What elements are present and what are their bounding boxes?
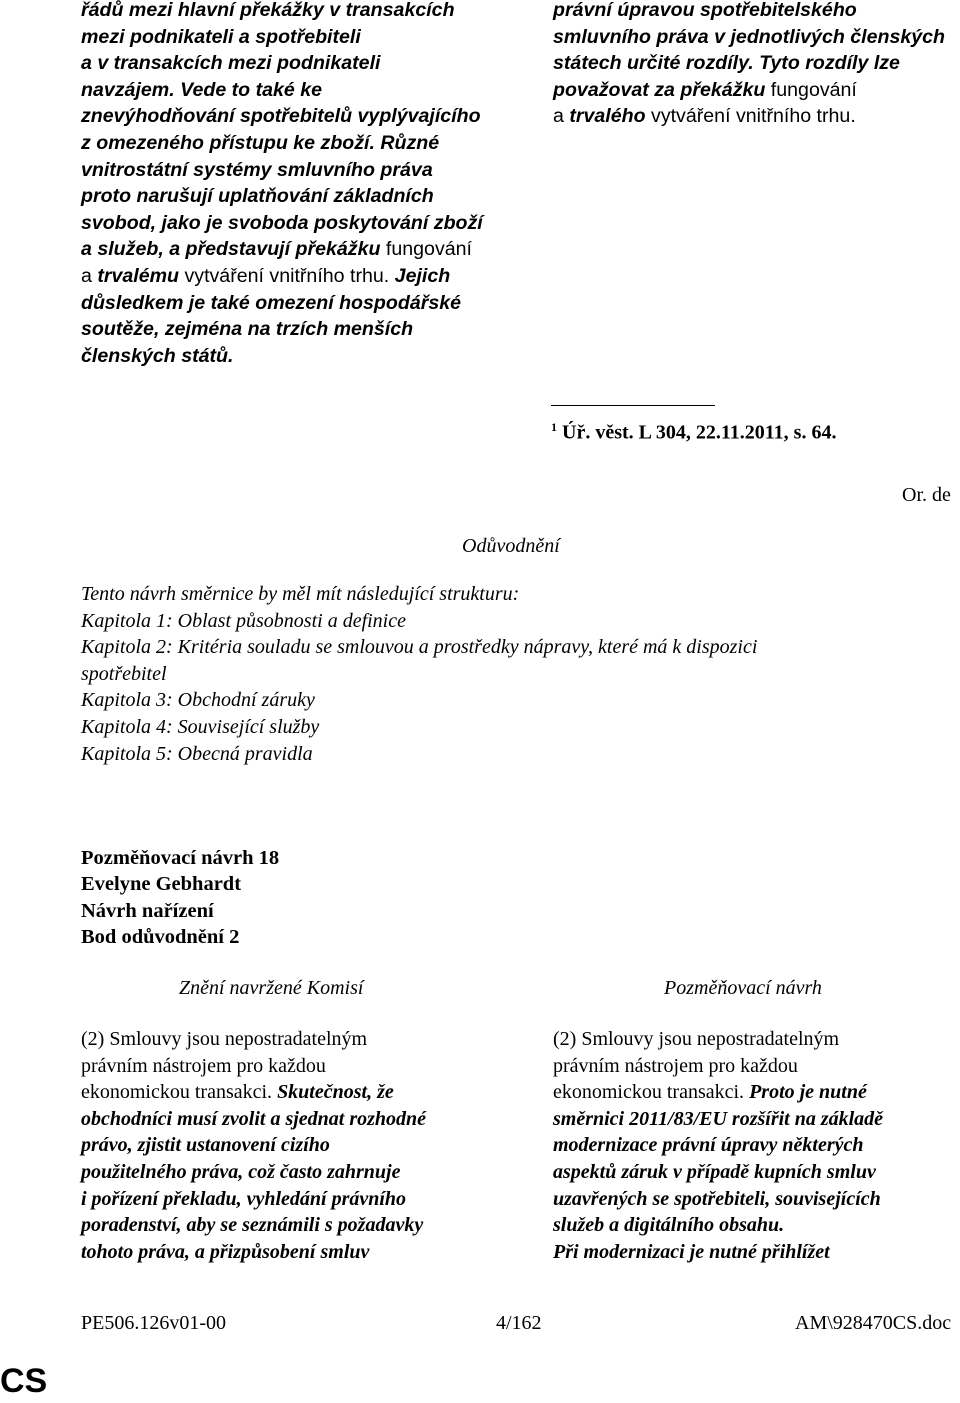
justification-title: Odůvodnění (462, 535, 560, 557)
text-line: mezi podnikateli a spotřebiteli (81, 25, 361, 48)
text-line: směrnici 2011/83/EU rozšířit na základě (553, 1107, 884, 1130)
amendment-header-line: Pozměňovací návrh 18 (81, 847, 280, 869)
language-code: CS (0, 1362, 48, 1400)
text-line: státech určité rozdíly. Tyto rozdíly lze (553, 52, 900, 75)
text-line: Při modernizaci je nutné přihlížet (553, 1240, 830, 1263)
footnote-rule (551, 405, 715, 406)
text-line: členských států. (81, 344, 234, 367)
justification-line: Kapitola 4: Související služby (81, 715, 320, 738)
footnote-text: Úř. věst. L 304, 22.11.2011, s. 64. (562, 421, 837, 444)
text-line: služeb a digitálního obsahu. (553, 1214, 785, 1237)
justification-line: spotřebitel (81, 662, 167, 685)
justification-body (81, 581, 941, 767)
amendment-header-line: Bod odůvodnění 2 (81, 926, 240, 949)
text-line: (2) Smlouvy jsou nepostradatelným (553, 1028, 840, 1050)
text-line: poradenství, aby se seznámili s požadavky (81, 1214, 424, 1237)
amendment-header-line: Evelyne Gebhardt (81, 873, 242, 896)
amendment-header-line: Návrh nařízení (81, 899, 214, 922)
page-number: 4/162 (496, 1312, 542, 1334)
text-line: právním nástrojem pro každou (553, 1054, 798, 1077)
text-line: a služeb, a představují překážku fungování (81, 238, 472, 261)
right-column-header: Pozměňovací návrh (664, 977, 822, 999)
text-line: soutěže, zejména na trzích menších (81, 318, 414, 341)
commission-text (81, 1026, 521, 1265)
original-language: Or. de (902, 484, 951, 506)
text-line: smluvního práva v jednotlivých členských (553, 25, 946, 48)
text-line: proto narušují uplatňování základních (81, 185, 434, 208)
text-line: ekonomickou transakci. Proto je nutné (553, 1081, 867, 1104)
text-line: znevýhodňování spotřebitelů vyplývajícího (81, 105, 481, 128)
footnote-number: 1 (551, 420, 557, 434)
text-line: obchodníci musí zvolit a sjednat rozhodné (81, 1107, 427, 1130)
text-line: vnitrostátní systémy smluvního práva (81, 158, 433, 181)
text-line: ekonomickou transakci. Skutečnost, že (81, 1081, 394, 1104)
text-line: svobod, jako je svoboda poskytování zboží (81, 211, 483, 234)
footnote (551, 420, 836, 445)
text-line: právním nástrojem pro každou (81, 1054, 326, 1077)
text-line: tohoto práva, a přizpůsobení smluv (81, 1240, 370, 1263)
text-line: z omezeného přístupu ke zboží. Různé (81, 131, 440, 154)
text-line: považovat za překážku fungování (553, 78, 857, 101)
justification-line: Tento návrh směrnice by měl mít následující strukturu: (81, 583, 520, 605)
text-line: právní úpravou spotřebitelského (553, 0, 857, 21)
justification-line: Kapitola 3: Obchodní záruky (81, 689, 315, 712)
text-line: a v transakcích mezi podnikateli (81, 52, 381, 75)
text-line: a trvalému vytváření vnitřního trhu. Jejich (81, 264, 451, 287)
text-line: a trvalého vytváření vnitřního trhu. (553, 105, 856, 128)
footer-document: AM\928470CS.doc (795, 1312, 952, 1334)
justification-line: Kapitola 5: Obecná pravidla (81, 742, 313, 765)
text-line: uzavřených se spotřebiteli, souvisejících (553, 1187, 881, 1210)
justification-line: Kapitola 2: Kritéria souladu se smlouvou a prostředky nápravy, které má k dispozici (81, 636, 758, 659)
justification-line: Kapitola 1: Oblast působnosti a definice (81, 609, 406, 632)
text-line: právo, zjistit ustanovení cizího (81, 1134, 330, 1157)
top-left-column (81, 0, 511, 369)
text-line: modernizace právní úpravy některých (553, 1134, 864, 1157)
left-column-header: Znění navržené Komisí (179, 977, 364, 999)
text-line: navzájem. Vede to také ke (81, 78, 323, 101)
text-line: řádů mezi hlavní překážky v transakcích (81, 0, 455, 21)
top-right-column (553, 0, 958, 130)
amendment-header (81, 845, 279, 951)
text-line: aspektů záruk v případě kupních smluv (553, 1160, 876, 1183)
amended-text (553, 1026, 953, 1265)
text-line: použitelného práva, což často zahrnuje (81, 1160, 401, 1183)
text-line: důsledkem je také omezení hospodářské (81, 291, 462, 314)
text-line: i pořízení překladu, vyhledání právního (81, 1187, 407, 1210)
text-line: (2) Smlouvy jsou nepostradatelným (81, 1028, 368, 1050)
footer-reference: PE506.126v01-00 (81, 1312, 226, 1334)
